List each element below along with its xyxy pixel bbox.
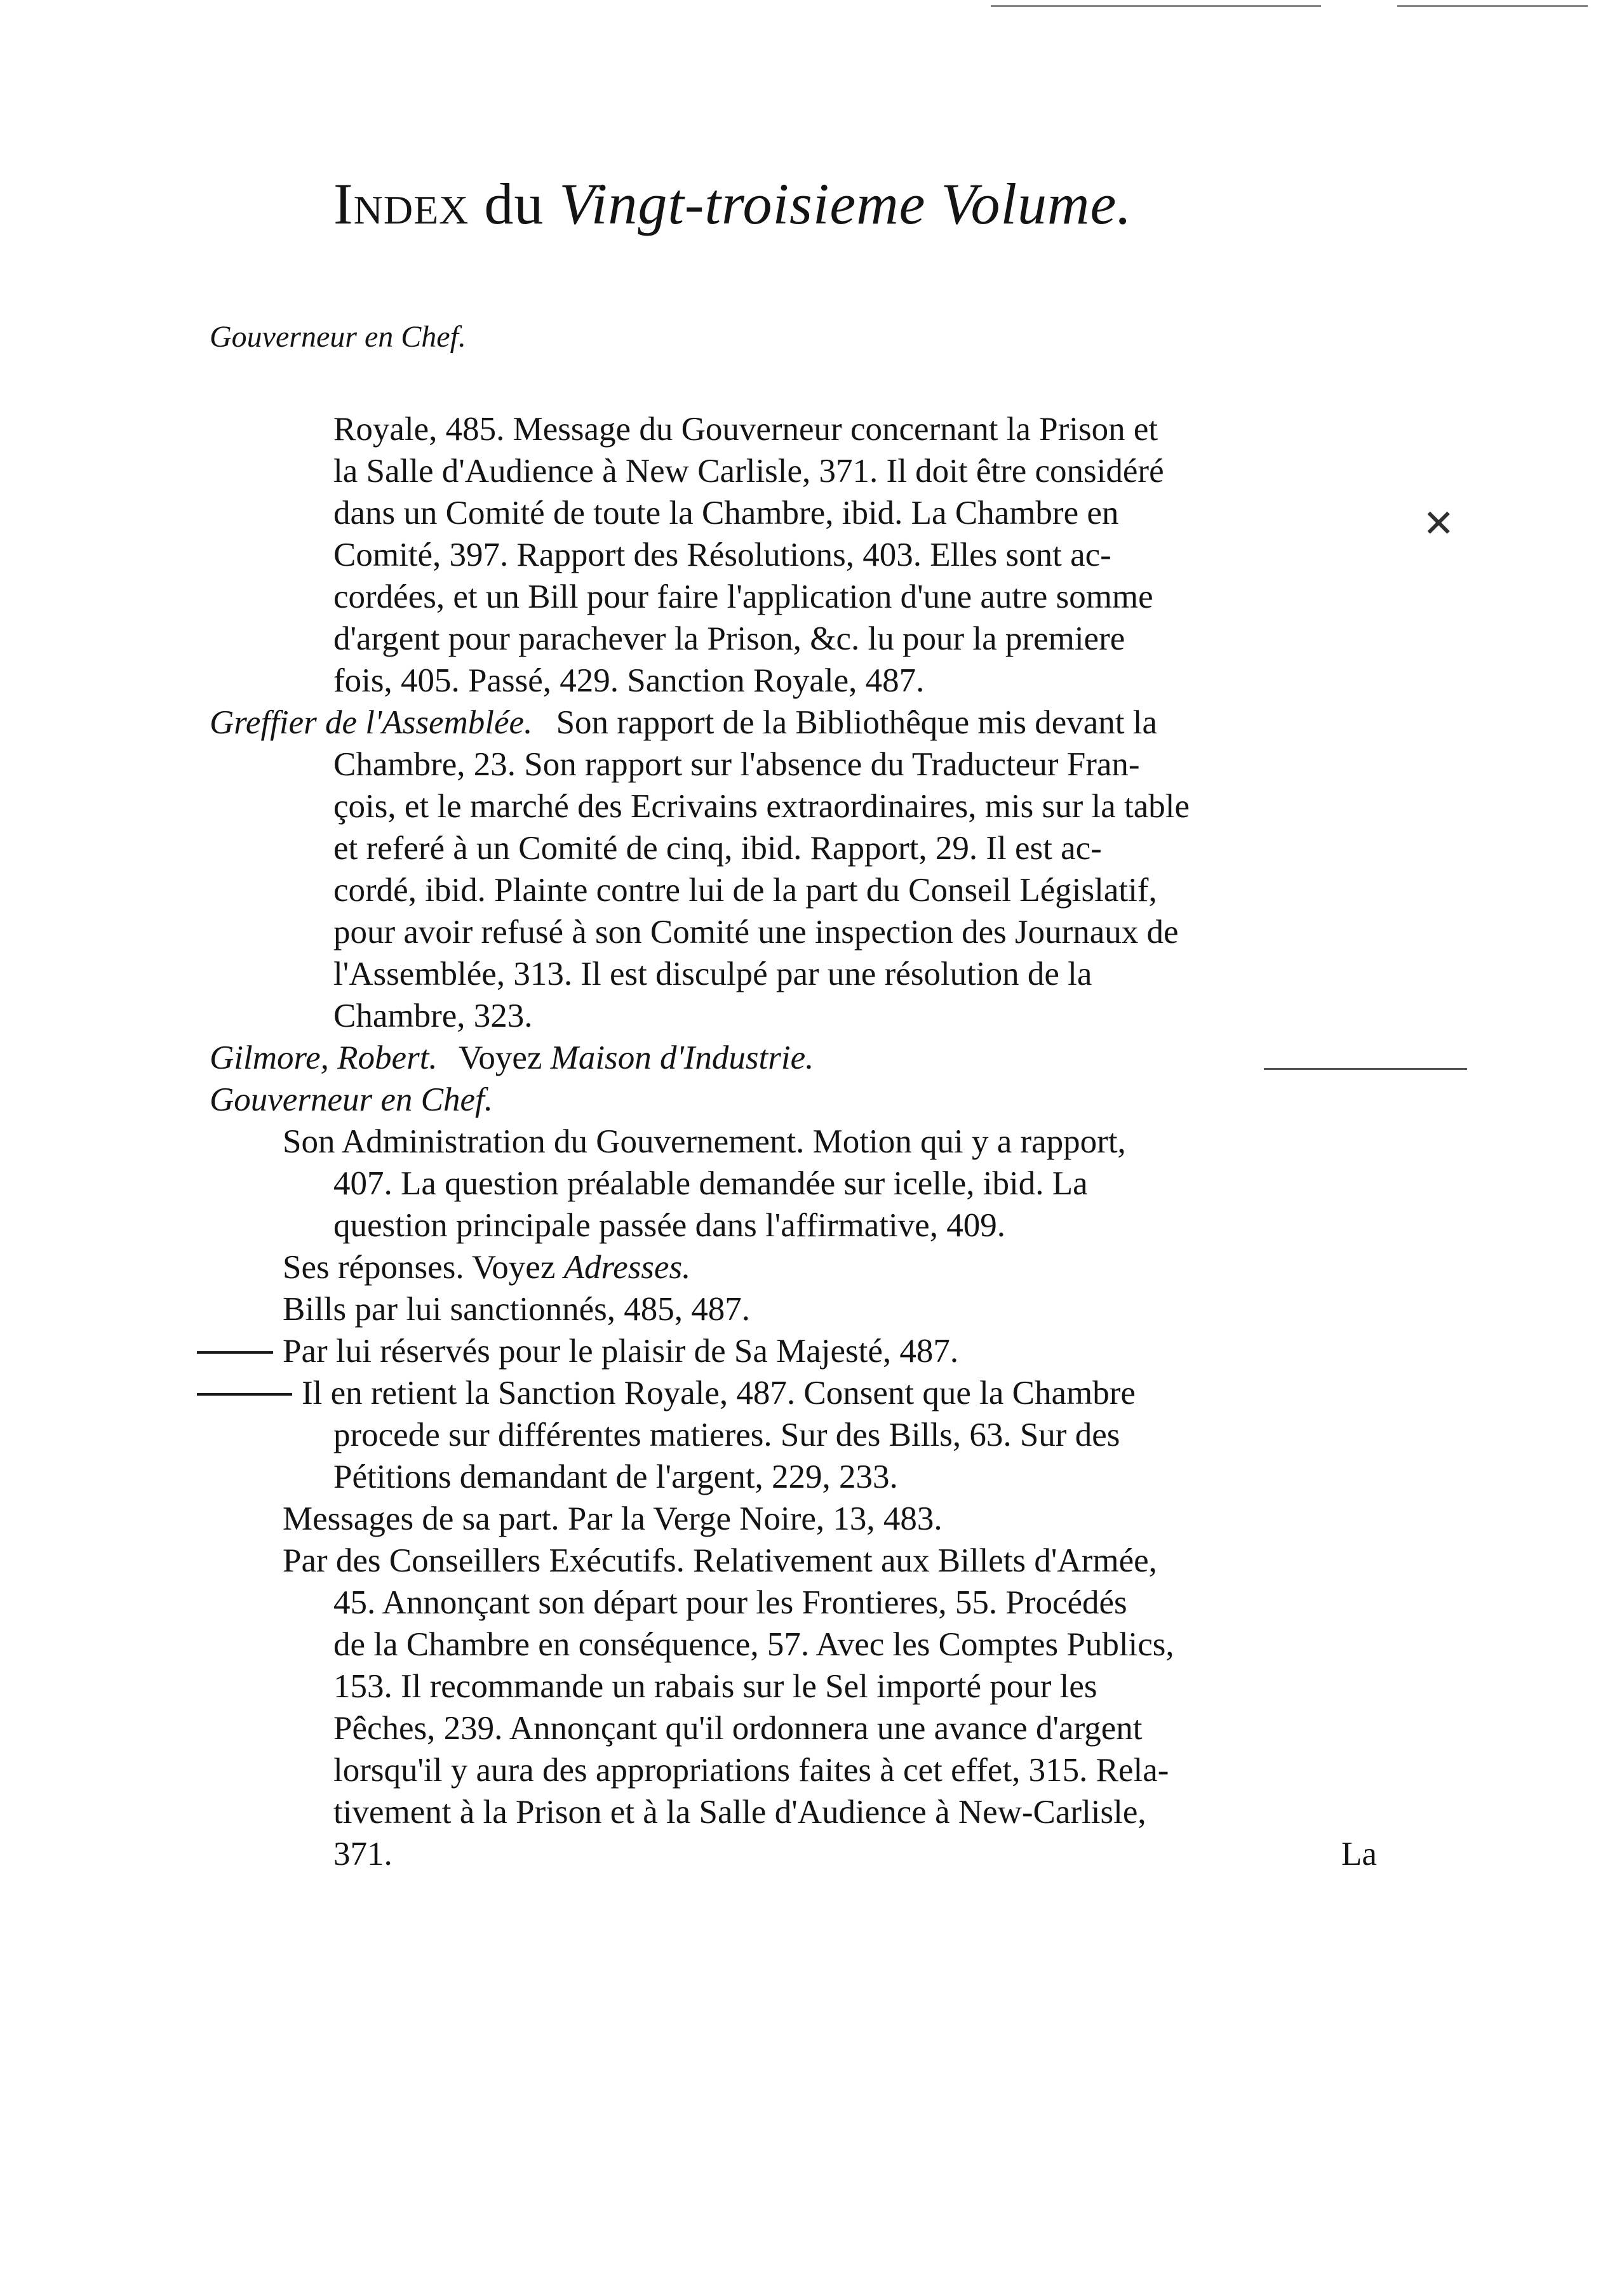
text-line: procede sur différentes matieres. Sur des Bills, 63. Sur des (333, 1417, 1120, 1453)
text-line: dans un Comité de toute la Chambre, ibid. La Chambre en (333, 495, 1119, 531)
text-line: 45. Annonçant son départ pour les Frontieres, 55. Procédés (333, 1584, 1127, 1621)
ditto-dash (197, 1351, 273, 1354)
text-line: 371. (333, 1836, 392, 1872)
text-line: Par lui réservés pour le plaisir de Sa Majesté, 487. (283, 1333, 959, 1370)
text-line: Comité, 397. Rapport des Résolutions, 403. Elles sont ac- (333, 537, 1111, 573)
entry-text: Son rapport de la Bibliothêque mis devant la (556, 704, 1158, 741)
cross-reference: Adresses. (563, 1249, 691, 1286)
running-head: Gouverneur en Chef. (210, 320, 466, 354)
gilmore-entry (210, 1038, 814, 1078)
ditto-dash (197, 1393, 292, 1396)
entry-heading: Gilmore, Robert. (210, 1039, 438, 1076)
text-line: Son Administration du Gouvernement. Motion qui y a rapport, (283, 1123, 1126, 1160)
text-line: d'argent pour parachever la Prison, &c. lu pour la premiere (333, 620, 1125, 657)
text-line: Il en retient la Sanction Royale, 487. Consent que la Chambre (302, 1375, 1136, 1412)
title-du: du (484, 171, 544, 236)
text-line: cordées, et un Bill pour faire l'application d'une autre somme (333, 578, 1153, 615)
text-line: cordé, ibid. Plainte contre lui de la part du Conseil Législatif, (333, 872, 1157, 909)
text-line: Royale, 485. Message du Gouverneur concernant la Prison et (333, 411, 1158, 448)
text-line: et referé à un Comité de cinq, ibid. Rapport, 29. Il est ac- (333, 830, 1102, 867)
text-line: Pétitions demandant de l'argent, 229, 233. (333, 1458, 898, 1495)
catchword: La (1341, 1836, 1377, 1872)
text-line: Bills par lui sanctionnés, 485, 487. (283, 1291, 751, 1328)
entry-text: Ses réponses. Voyez (283, 1249, 556, 1286)
text-line: çois, et le marché des Ecrivains extraordinaires, mis sur la table (333, 788, 1190, 825)
cross-reference: Maison d'Industrie. (550, 1039, 814, 1076)
entry-heading: Gouverneur en Chef. (210, 1081, 493, 1118)
text-line: Chambre, 23. Son rapport sur l'absence du Traducteur Fran- (333, 746, 1140, 783)
margin-mark-icon: ✕ (1423, 502, 1455, 546)
text-line: Chambre, 323. (333, 998, 533, 1034)
text-line: question principale passée dans l'affirmative, 409. (333, 1207, 1005, 1244)
scan-artifact (1264, 1068, 1467, 1070)
text-line: Par des Conseillers Exécutifs. Relativement aux Billets d'Armée, (283, 1542, 1157, 1579)
title-volume: Vingt-troisieme Volume. (559, 171, 1132, 236)
text-line: tivement à la Prison et à la Salle d'Audience à New-Carlisle, (333, 1794, 1146, 1831)
text-line: Messages de sa part. Par la Verge Noire, 13, 483. (283, 1500, 943, 1537)
text-line: 407. La question préalable demandée sur icelle, ibid. La (333, 1165, 1088, 1202)
text-line: la Salle d'Audience à New Carlisle, 371. Il doit être considéré (333, 453, 1164, 490)
entry-heading: Greffier de l'Assemblée. (210, 704, 533, 741)
text-line: 153. Il recommande un rabais sur le Sel importé pour les (333, 1668, 1097, 1705)
text-line: l'Assemblée, 313. Il est disculpé par une résolution de la (333, 956, 1092, 992)
text-line: Pêches, 239. Annonçant qu'il ordonnera une avance d'argent (333, 1710, 1143, 1747)
reponses-line (283, 1248, 690, 1287)
text-line: pour avoir refusé à son Comité une inspection des Journaux de (333, 914, 1179, 951)
text-line: fois, 405. Passé, 429. Sanction Royale, 487. (333, 662, 925, 699)
text-line: de la Chambre en conséquence, 57. Avec les Comptes Publics, (333, 1626, 1174, 1663)
greffier-entry-first-line (210, 703, 1157, 742)
text-line: lorsqu'il y aura des appropriations faites à cet effet, 315. Rela- (333, 1752, 1169, 1789)
voyez-text: Voyez (458, 1039, 542, 1076)
title-index: Index (333, 171, 469, 236)
